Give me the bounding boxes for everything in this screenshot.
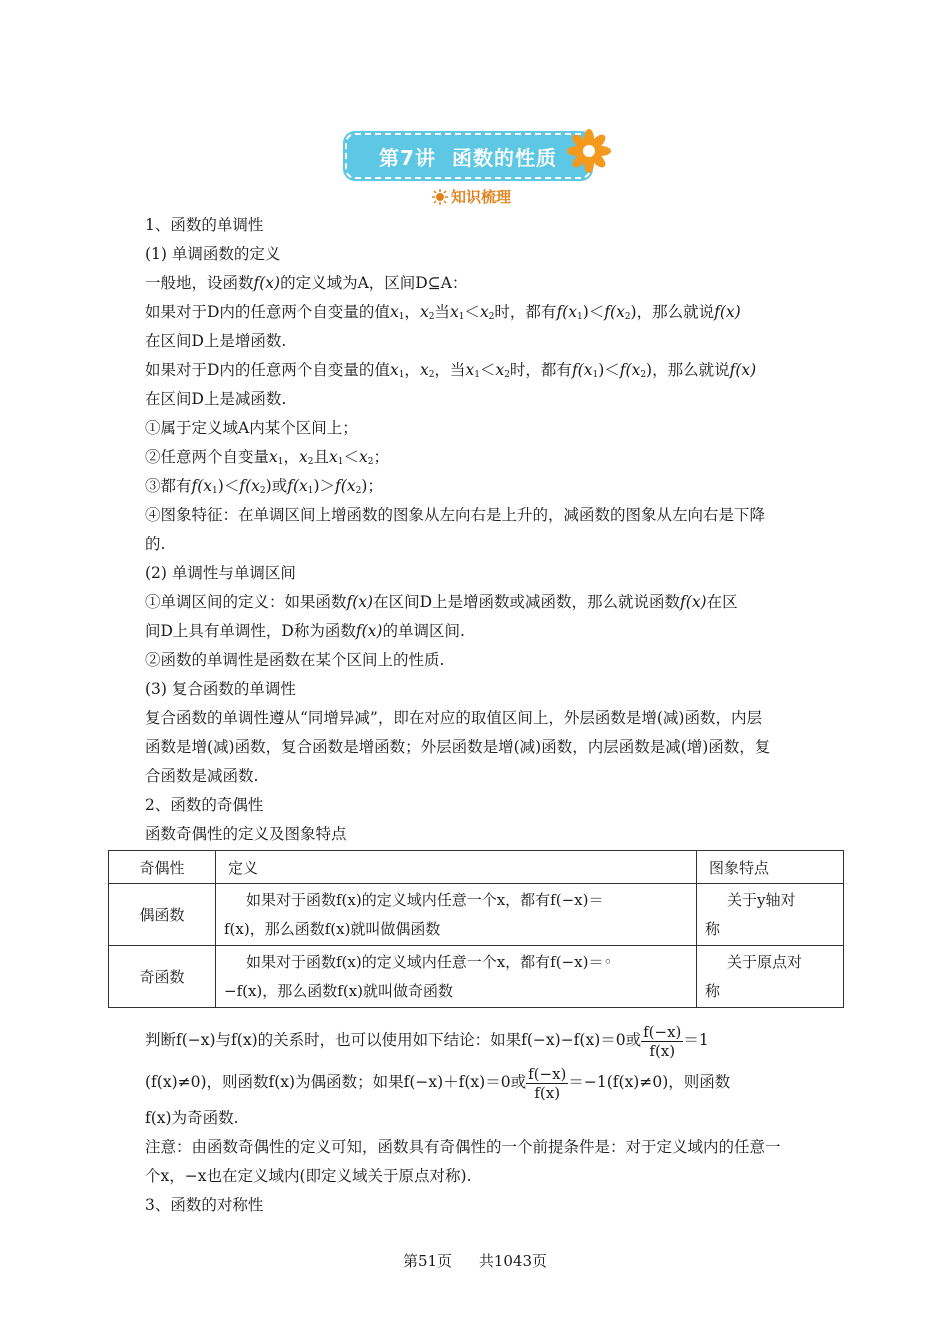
heading-monotonicity: 1、函数的单调性: [145, 216, 264, 234]
lecture-title-banner: [345, 133, 591, 179]
subheading-intervals: (2) 单调性与单调区间: [145, 564, 296, 582]
lecture-number: 第7讲: [379, 145, 436, 170]
sun-icon: [432, 189, 448, 205]
page-footer: [0, 1250, 950, 1271]
text-line: 一般地，设函数f(x)的定义域为A，区间D⊆A：: [145, 274, 468, 292]
text-line: ①单调区间的定义：如果函数f(x)在区间D上是增函数或减函数，那么就说函数f(x)在区: [145, 593, 738, 611]
text-line: 判断f(−x)与f(x)的关系时，也可以使用如下结论：如果f(−x)−f(x)＝0或 $\frac{f(-x)}{f(x)}$ ＝1: [145, 1022, 709, 1060]
note-item: ①属于定义域A内某个区间上；: [145, 419, 358, 437]
table-caption: 函数奇偶性的定义及图象特点: [145, 825, 347, 843]
column-header: 定义: [216, 851, 697, 884]
text-line: ②函数的单调性是函数在某个区间上的性质.: [145, 651, 445, 669]
row-definition: 如果对于函数f(x)的定义域内任意一个x，都有f(−x)＝◦ −f(x)，那么函数f(x)就叫做奇函数: [216, 946, 697, 1008]
fraction: $\frac{f(-x)}{f(x)}$: [528, 1064, 567, 1102]
heading-parity: 2、函数的奇偶性: [145, 796, 264, 814]
text-line: 复合函数的单调性遵从“同增异减”，即在对应的取值区间上，外层函数是增(减)函数，内层: [145, 709, 762, 727]
parity-table: [108, 850, 844, 1008]
row-name: 奇函数: [109, 946, 216, 1008]
note-item: ④图象特征：在单调区间上增函数的图象从左向右是上升的，减函数的图象从左向右是下降: [145, 506, 766, 524]
text-line: 函数是增(减)函数，复合函数是增函数；外层函数是增(减)函数，内层函数是减(增)函数，复: [145, 738, 771, 756]
lecture-title: 函数的性质: [451, 145, 557, 170]
heading-symmetry: 3、函数的对称性: [145, 1196, 264, 1214]
total-pages: 共1043页: [478, 1252, 548, 1270]
text-line: f(x)为奇函数.: [145, 1109, 239, 1127]
row-name: 偶函数: [109, 884, 216, 946]
text-line: 在区间D上是增函数.: [145, 332, 287, 350]
section-title: 知识梳理: [451, 188, 512, 206]
note-item: 的.: [145, 535, 166, 553]
text-line: (f(x)≠0)，则函数f(x)为偶函数；如果f(−x)＋f(x)＝0或 $\frac{f(-x)}{f(x)}$ ＝−1(f(x)≠0)，则函数: [145, 1064, 731, 1102]
text-line: 如果对于D内的任意两个自变量的值$x_1$，$x_2$当$x_1<x_2$时，都有$f(x_1)<f(x_2)$，那么就说f(x): [145, 303, 741, 322]
note-item: ③都有$f(x_1)<f(x_2)$或$f(x_1)>f(x_2)$；: [145, 477, 383, 496]
row-feature: 关于原点对 称: [697, 946, 844, 1008]
section-tag: [432, 186, 511, 207]
table-row: [109, 884, 844, 946]
table-header-row: [109, 851, 844, 884]
row-definition: 如果对于函数f(x)的定义域内任意一个x，都有f(−x)＝ f(x)，那么函数f(x)就叫做偶函数: [216, 884, 697, 946]
flower-icon: [566, 128, 612, 174]
page-number: 第51页: [402, 1252, 453, 1270]
fraction: $\frac{f(-x)}{f(x)}$: [643, 1022, 682, 1060]
text-line: 在区间D上是减函数.: [145, 390, 287, 408]
subheading-definition: (1) 单调函数的定义: [145, 245, 281, 263]
row-feature: 关于y轴对 称: [697, 884, 844, 946]
text-line: 个x，−x也在定义域内(即定义域关于原点对称).: [145, 1167, 472, 1185]
text-line: 注意：由函数奇偶性的定义可知，函数具有奇偶性的一个前提条件是：对于定义域内的任意一: [145, 1138, 781, 1156]
column-header: 奇偶性: [109, 851, 216, 884]
text-line: 间D上具有单调性，D称为函数f(x)的单调区间.: [145, 622, 465, 640]
note-item: ②任意两个自变量$x_1$，$x_2$且$x_1<x_2$；: [145, 448, 390, 467]
text-line: 合函数是减函数.: [145, 767, 259, 785]
column-header: 图象特点: [697, 851, 844, 884]
subheading-composite: (3) 复合函数的单调性: [145, 680, 296, 698]
table-row: [109, 946, 844, 1008]
text-line: 如果对于D内的任意两个自变量的值$x_1$，$x_2$，当$x_1<x_2$时，都有$f(x_1)<f(x_2)$，那么就说f(x): [145, 361, 757, 380]
